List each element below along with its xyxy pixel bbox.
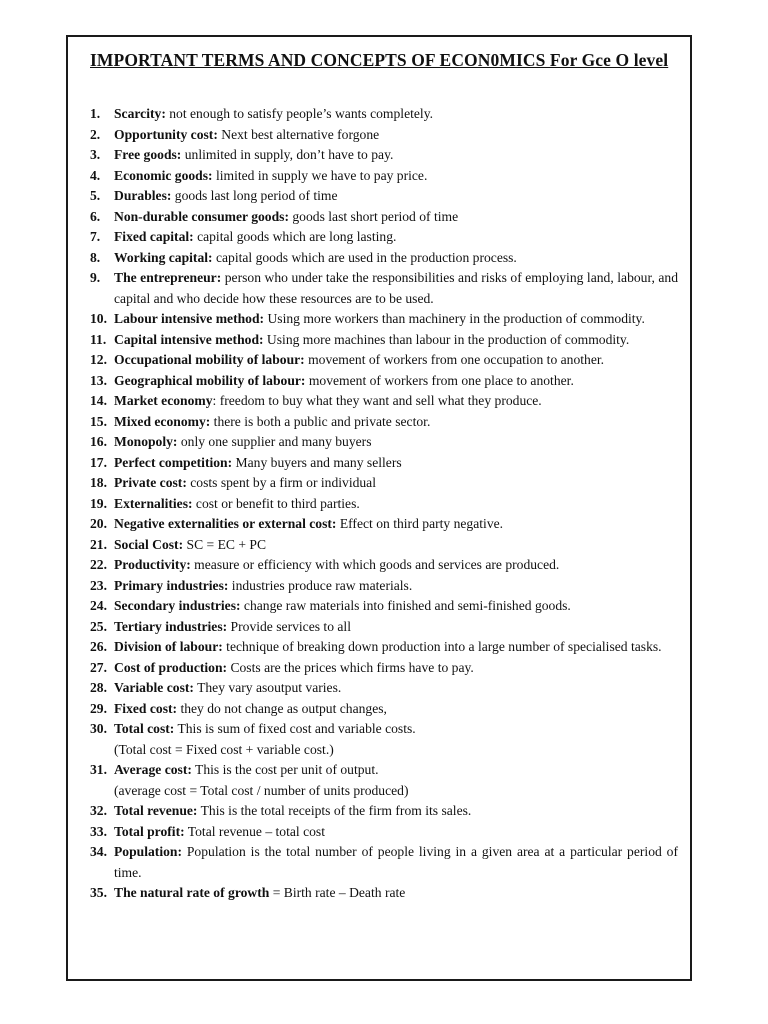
term-item xyxy=(90,104,678,125)
term-definition: not enough to satisfy people’s wants completely. xyxy=(165,106,434,121)
term-item xyxy=(90,227,678,248)
term-label: Social Cost: xyxy=(114,536,184,552)
term-definition: Using more workers than machinery in the production of commodity. xyxy=(264,311,645,326)
term-definition: movement of workers from one place to another. xyxy=(305,372,574,388)
term-number: 10. xyxy=(90,311,107,326)
term-item xyxy=(90,576,678,597)
term-definition: Using more machines than labour in the production of commodity. xyxy=(263,331,630,347)
term-item xyxy=(90,822,678,843)
term-number: 27. xyxy=(90,659,107,675)
term-item xyxy=(90,145,678,166)
term-item xyxy=(90,371,678,392)
term-item xyxy=(90,760,678,801)
term-item xyxy=(90,637,678,658)
term-definition: Many buyers and many sellers xyxy=(232,454,402,470)
term-label: Externalities: xyxy=(114,495,193,511)
term-item xyxy=(90,719,678,760)
term-label: Scarcity: xyxy=(114,106,166,121)
term-definition: = Birth rate – Death rate xyxy=(269,885,406,900)
term-label: Productivity: xyxy=(114,557,191,572)
term-definition: Provide services to all xyxy=(227,618,351,634)
term-item xyxy=(90,330,678,351)
term-number: 17. xyxy=(90,454,107,470)
term-number: 4. xyxy=(90,167,101,183)
term-number: 8. xyxy=(90,249,101,265)
term-definition: This is the total receipts of the firm from its sales. xyxy=(197,803,472,818)
term-label: Geographical mobility of labour: xyxy=(114,372,306,388)
term-definition: Population is the total number of people living in a given area at a particular period of time. xyxy=(114,844,678,880)
term-label: Fixed cost: xyxy=(114,700,178,716)
term-label: Total profit: xyxy=(114,823,185,839)
term-label: Secondary industries: xyxy=(114,598,241,613)
term-definition: they do not change as output changes, xyxy=(177,700,387,716)
term-definition: SC = EC + PC xyxy=(183,536,267,552)
term-label: The entrepreneur: xyxy=(114,270,222,285)
term-item xyxy=(90,207,678,228)
term-item xyxy=(90,699,678,720)
term-number: 21. xyxy=(90,536,107,552)
term-number: 25. xyxy=(90,618,107,634)
term-definition: industries produce raw materials. xyxy=(228,577,413,593)
term-definition: measure or efficiency with which goods and services are produced. xyxy=(190,557,560,572)
term-definition: cost or benefit to third parties. xyxy=(192,495,360,511)
term-label: Average cost: xyxy=(114,762,192,777)
term-number: 2. xyxy=(90,126,101,142)
term-definition: there is both a public and private sector. xyxy=(210,413,431,429)
term-definition: Total revenue – total cost xyxy=(184,823,325,839)
term-definition: : freedom to buy what they want and sell what they produce. xyxy=(212,393,542,408)
term-item xyxy=(90,412,678,433)
term-label: Negative externalities or external cost: xyxy=(114,516,337,531)
term-number: 26. xyxy=(90,639,107,654)
term-item xyxy=(90,186,678,207)
term-number: 33. xyxy=(90,823,107,839)
term-number: 11. xyxy=(90,331,107,347)
term-number: 7. xyxy=(90,229,101,244)
term-definition: goods last short period of time xyxy=(288,208,459,224)
term-definition: Effect on third party negative. xyxy=(336,516,504,531)
term-item xyxy=(90,658,678,679)
term-number: 20. xyxy=(90,516,107,531)
term-number: 13. xyxy=(90,372,107,388)
term-definition: capital goods which are long lasting. xyxy=(193,229,397,244)
term-definition: This is the cost per unit of output. xyxy=(191,762,379,777)
term-item xyxy=(90,842,678,883)
term-label: Free goods: xyxy=(114,147,182,162)
term-item xyxy=(90,555,678,576)
term-number: 18. xyxy=(90,475,107,490)
page-title: IMPORTANT TERMS AND CONCEPTS OF ECON0MICS For Gce O level xyxy=(90,50,669,70)
term-label: Occupational mobility of labour: xyxy=(114,352,305,367)
term-number: 24. xyxy=(90,598,107,613)
term-label: Durables: xyxy=(114,188,172,203)
term-label: Total cost: xyxy=(114,721,175,736)
term-label: Mixed economy: xyxy=(114,413,211,429)
term-number: 6. xyxy=(90,208,101,224)
term-definition: technique of breaking down production into a large number of specialised tasks. xyxy=(222,639,662,654)
term-number: 35. xyxy=(90,885,107,900)
term-number: 29. xyxy=(90,700,107,716)
term-definition: change raw materials into finished and semi-finished goods. xyxy=(240,598,571,613)
term-item xyxy=(90,166,678,187)
term-definition: unlimited in supply, don’t have to pay. xyxy=(181,147,394,162)
term-number: 12. xyxy=(90,352,107,367)
term-item xyxy=(90,391,678,412)
term-item xyxy=(90,494,678,515)
term-number: 34. xyxy=(90,844,107,859)
term-label: Capital intensive method: xyxy=(114,331,264,347)
term-label: Perfect competition: xyxy=(114,454,233,470)
term-definition: This is sum of fixed cost and variable costs. xyxy=(174,721,416,736)
term-label: Opportunity cost: xyxy=(114,126,218,142)
term-label: Total revenue: xyxy=(114,803,198,818)
term-label: Working capital: xyxy=(114,249,213,265)
term-definition: goods last long period of time xyxy=(171,188,338,203)
term-formula-note: (Total cost = Fixed cost + variable cost.) xyxy=(114,741,334,757)
term-item xyxy=(90,350,678,371)
term-definition: only one supplier and many buyers xyxy=(177,434,372,449)
term-definition: capital goods which are used in the production process. xyxy=(212,249,517,265)
term-label: Private cost: xyxy=(114,475,187,490)
term-label: Cost of production: xyxy=(114,659,228,675)
term-definition: Next best alternative forgone xyxy=(217,126,380,142)
term-number: 22. xyxy=(90,557,107,572)
term-label: Economic goods: xyxy=(114,167,213,183)
term-label: Labour intensive method: xyxy=(114,311,265,326)
term-item xyxy=(90,453,678,474)
term-label: Market economy xyxy=(114,393,213,408)
term-number: 16. xyxy=(90,434,107,449)
term-label: Fixed capital: xyxy=(114,229,194,244)
term-item xyxy=(90,801,678,822)
term-label: The natural rate of growth xyxy=(114,885,270,900)
term-number: 23. xyxy=(90,577,107,593)
term-number: 5. xyxy=(90,188,101,203)
term-item xyxy=(90,535,678,556)
term-item xyxy=(90,473,678,494)
term-item xyxy=(90,514,678,535)
term-item xyxy=(90,432,678,453)
term-label: Primary industries: xyxy=(114,577,229,593)
term-definition: person who under take the responsibilities and risks of employing land, labour, and capital and who decide how these resources are to be used. xyxy=(114,270,678,306)
term-item xyxy=(90,678,678,699)
term-number: 31. xyxy=(90,762,107,777)
term-number: 15. xyxy=(90,413,107,429)
term-number: 32. xyxy=(90,803,107,818)
term-item xyxy=(90,596,678,617)
term-definition: costs spent by a firm or individual xyxy=(186,475,376,490)
term-label: Population: xyxy=(114,844,182,859)
term-item xyxy=(90,268,678,309)
term-number: 30. xyxy=(90,721,107,736)
term-definition: Costs are the prices which firms have to pay. xyxy=(227,659,474,675)
term-formula-note: (average cost = Total cost / number of units produced) xyxy=(114,782,409,798)
term-item xyxy=(90,248,678,269)
term-number: 28. xyxy=(90,680,107,695)
term-definition: limited in supply we have to pay price. xyxy=(212,167,428,183)
term-number: 19. xyxy=(90,495,107,511)
term-definition: movement of workers from one occupation to another. xyxy=(304,352,605,367)
terms-list xyxy=(90,104,678,904)
term-label: Division of labour: xyxy=(114,639,223,654)
term-label: Non-durable consumer goods: xyxy=(114,208,289,224)
term-item xyxy=(90,617,678,638)
term-item xyxy=(90,125,678,146)
term-number: 9. xyxy=(90,270,101,285)
term-number: 1. xyxy=(90,106,101,121)
term-number: 3. xyxy=(90,147,101,162)
term-label: Variable cost: xyxy=(114,680,194,695)
term-label: Tertiary industries: xyxy=(114,618,228,634)
term-label: Monopoly: xyxy=(114,434,178,449)
term-item xyxy=(90,309,678,330)
term-definition: They vary asoutput varies. xyxy=(193,680,342,695)
term-number: 14. xyxy=(90,393,107,408)
page-frame xyxy=(66,35,692,981)
term-item xyxy=(90,883,678,904)
